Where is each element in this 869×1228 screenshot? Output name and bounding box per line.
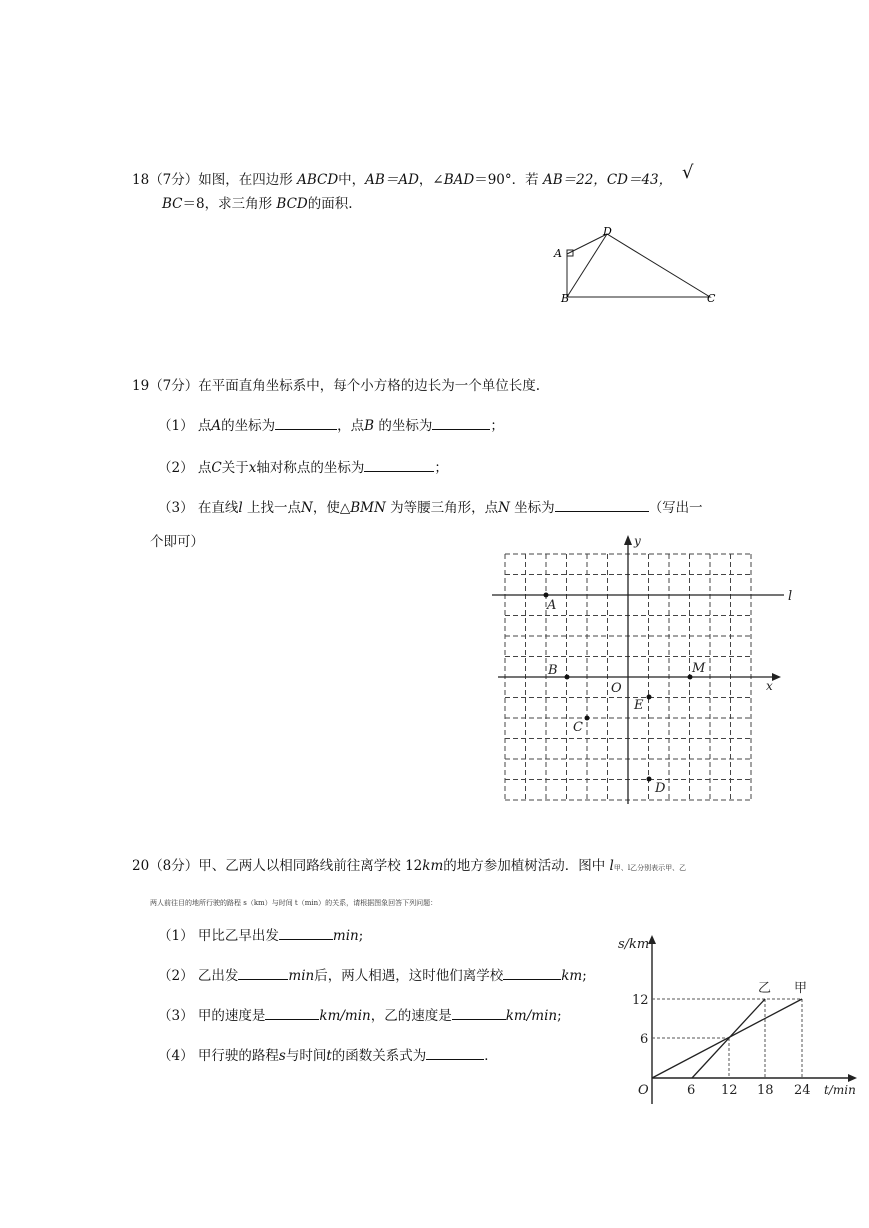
point-E [647,695,652,700]
q19-part2: （2） 点C关于x轴对称点的坐标为 ； [158,456,448,476]
q20-part2: （2） 乙出发 min后，两人相遇，这时他们离学校 km; [158,964,587,984]
q18-line1: 18（7分）如图，在四边形 ABCD中，AB＝AD，∠BAD＝90°．若 AB＝22，CD＝43， [132,172,673,188]
label-M: M [692,661,706,676]
label-y: y [634,534,641,548]
label-jia: 甲 [794,981,808,996]
q18-number: 18 [132,172,150,188]
answer-blank-B[interactable] [432,415,490,430]
q19-part1: （1） 点A的坐标为 ，点B 的坐标为 ； [158,414,504,434]
q19-part3: （3） 在直线l 上找一点N，使△BMN 为等腰三角形，点N 坐标为 （写出一 [158,496,703,516]
label-C: C [573,720,583,735]
xtick-6: 6 [687,1083,696,1098]
q19-number: 19 [132,378,150,394]
q20-part1: （1） 甲比乙早出发 min; [158,924,363,944]
label-yi: 乙 [758,981,772,996]
y-axis-arrow [624,535,632,545]
label-l: l [788,589,793,604]
label-B: B [561,292,570,305]
origin-label: O [638,1083,649,1098]
point-A [544,593,549,598]
ytick-6: 6 [640,1032,649,1047]
xtick-24: 24 [794,1083,811,1098]
point-C [585,716,590,721]
answer-blank-20-1[interactable] [279,925,333,940]
label-D: D [603,225,612,238]
distance-time-graph [612,932,864,1108]
q20-number: 20 [132,858,150,874]
quadrilateral-figure [545,222,725,308]
q18-line2: BC＝8，求三角形 BCD的面积. [162,196,353,212]
x-axis-arrow [772,673,781,681]
answer-blank-20-3b[interactable] [452,1005,506,1020]
q20-part4: （4） 甲行驶的路程s与时间t的函数关系式为 ． [158,1044,498,1064]
point-B [565,675,570,680]
q19-part3-cont: 个即可） [150,534,204,550]
t-axis-arrow [848,1074,857,1082]
q20-line1: 20（8分）甲、乙两人以相同路线前往离学校 12km的地方参加植树活动．图中 l甲、l乙分别表示甲、乙 [132,858,687,874]
label-A: A [547,598,557,613]
xtick-18: 18 [757,1083,774,1098]
label-B: B [548,663,558,678]
answer-blank-20-2a[interactable] [238,965,288,980]
answer-blank-N[interactable] [555,497,649,512]
answer-blank-20-2b[interactable] [503,965,561,980]
answer-blank-C[interactable] [364,457,434,472]
q20-part3: （3） 甲的速度是 km/min，乙的速度是 km/min; [158,1004,562,1024]
s-axis-label: s/km [618,937,650,952]
sqrt-mark: √ [682,162,694,183]
label-x: x [766,679,773,693]
answer-blank-20-4[interactable] [426,1045,484,1060]
q19-intro: 19（7分）在平面直角坐标系中，每个小方格的边长为一个单位长度. [132,378,541,394]
ytick-12: 12 [632,993,649,1008]
t-axis-label: t/min [824,1083,856,1097]
label-D: D [655,781,666,796]
label-O: O [611,681,622,696]
coordinate-grid [490,532,800,810]
point-D [647,777,652,782]
label-C: C [707,292,716,305]
q20-line2-small: 两人前往目的地所行驶的路程 s（km）与时间 t（min）的关系，请根据图象回答下列问题： [150,899,438,907]
answer-blank-20-3a[interactable] [265,1005,319,1020]
label-A: A [554,247,562,260]
xtick-12: 12 [721,1083,738,1098]
label-E: E [634,698,644,713]
answer-blank-A[interactable] [275,415,337,430]
